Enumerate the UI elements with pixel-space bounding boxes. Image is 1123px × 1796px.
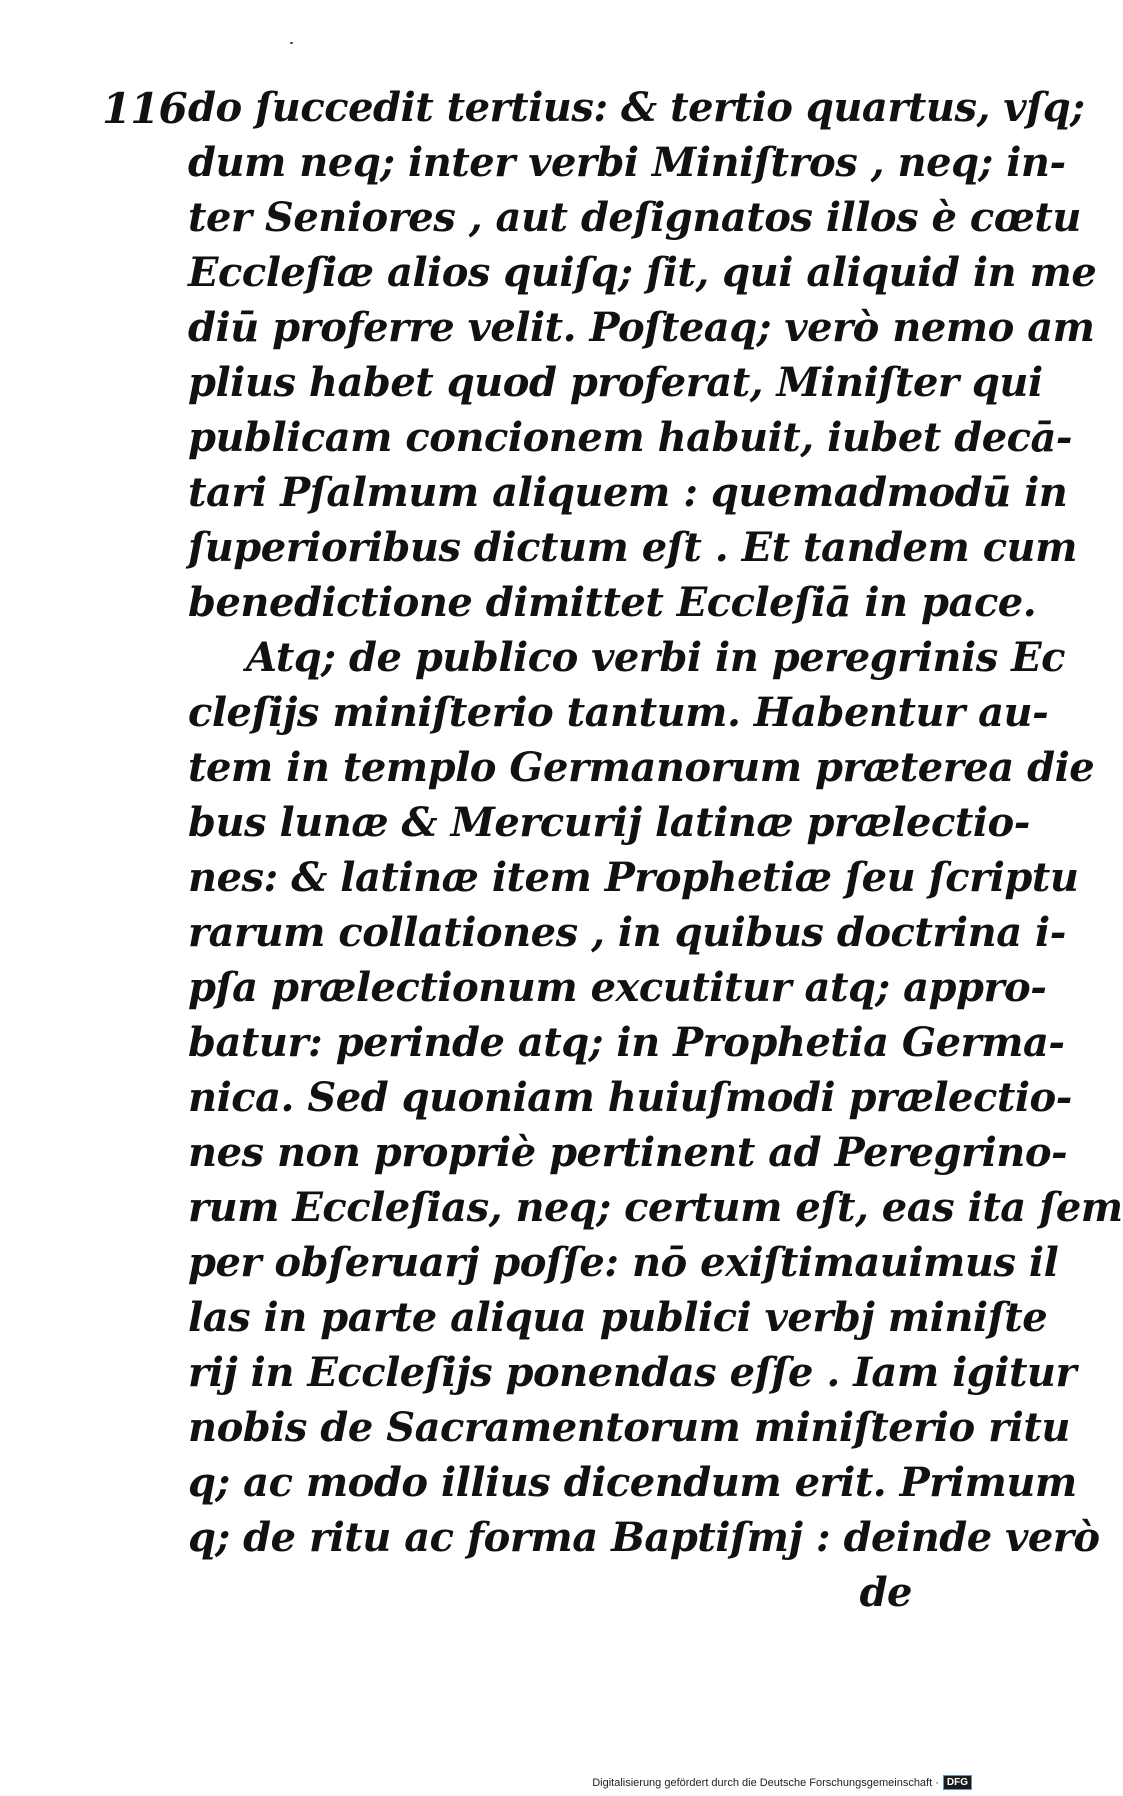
text-line: ter Seniores , aut deſignatos illos è cœtu: [188, 194, 1081, 241]
text-line: benedictione dimittet Eccleſiā in pace.: [188, 579, 1037, 626]
text-line: q; ac modo illius dicendum erit. Primum: [188, 1459, 1077, 1506]
text-line: plius habet quod proferat, Miniſter qui: [188, 359, 1043, 406]
text-line: rarum collationes , in quibus doctrina i-: [188, 909, 1066, 956]
text-line: nobis de Sacramentorum miniſterio ritu: [188, 1404, 1070, 1451]
text-line: Eccleſiæ alios quiſq; ſit, qui aliquid in me: [188, 249, 1097, 296]
dfg-logo: DFG: [943, 1775, 972, 1790]
text-line: per obſeruarj poſſe: nō exiſtimauimus il: [188, 1239, 1059, 1286]
text-line: nica. Sed quoniam huiuſmodi prælectio-: [188, 1074, 1072, 1121]
ink-speck: [290, 42, 293, 44]
text-line: q; de ritu ac forma Baptiſmj : deinde verò: [188, 1514, 1100, 1561]
text-line: batur: perinde atq; in Prophetia Germa-: [188, 1019, 1065, 1066]
text-line: nes: & latinæ item Prophetiæ ſeu ſcriptu: [188, 854, 1079, 901]
text-line: do ſuccedit tertius: & tertio quartus, vſq;: [188, 84, 1085, 131]
text-line: diū proferre velit. Poſteaq; verò nemo am: [188, 304, 1095, 351]
text-line: tari Pſalmum aliquem : quemadmodū in: [188, 469, 1068, 516]
text-line: rum Eccleſias, neq; certum eſt, eas ita ſem: [188, 1184, 1123, 1231]
text-line: nes non propriè pertinent ad Peregrino-: [188, 1129, 1068, 1176]
text-line: dum neq; inter verbi Miniſtros , neq; in-: [188, 139, 1066, 186]
catchword: de: [859, 1569, 912, 1616]
credit-text: Digitalisierung gefördert durch die Deutsche Forschungsgemeinschaft ·: [592, 1776, 939, 1789]
text-line: ſuperioribus dictum eſt . Et tandem cum: [188, 524, 1077, 571]
digitization-credit: [592, 1775, 972, 1790]
text-line: Atq; de publico verbi in peregrinis Ec: [246, 634, 1065, 681]
text-line: las in parte aliqua publici verbj miniſte: [188, 1294, 1048, 1341]
text-line: publicam concionem habuit, iubet decā-: [188, 414, 1073, 461]
text-line: rij in Eccleſijs ponendas eſſe . Iam igitur: [188, 1349, 1077, 1396]
text-line: pſa prælectionum excutitur atq; appro-: [188, 964, 1047, 1011]
body-text: [188, 80, 1123, 1620]
text-line: bus lunæ & Mercurij latinæ prælectio-: [188, 799, 1030, 846]
page-number: 116: [102, 84, 187, 133]
text-line: cleſijs miniſterio tantum. Habentur au-: [188, 689, 1049, 736]
text-line: tem in templo Germanorum præterea die: [188, 744, 1095, 791]
